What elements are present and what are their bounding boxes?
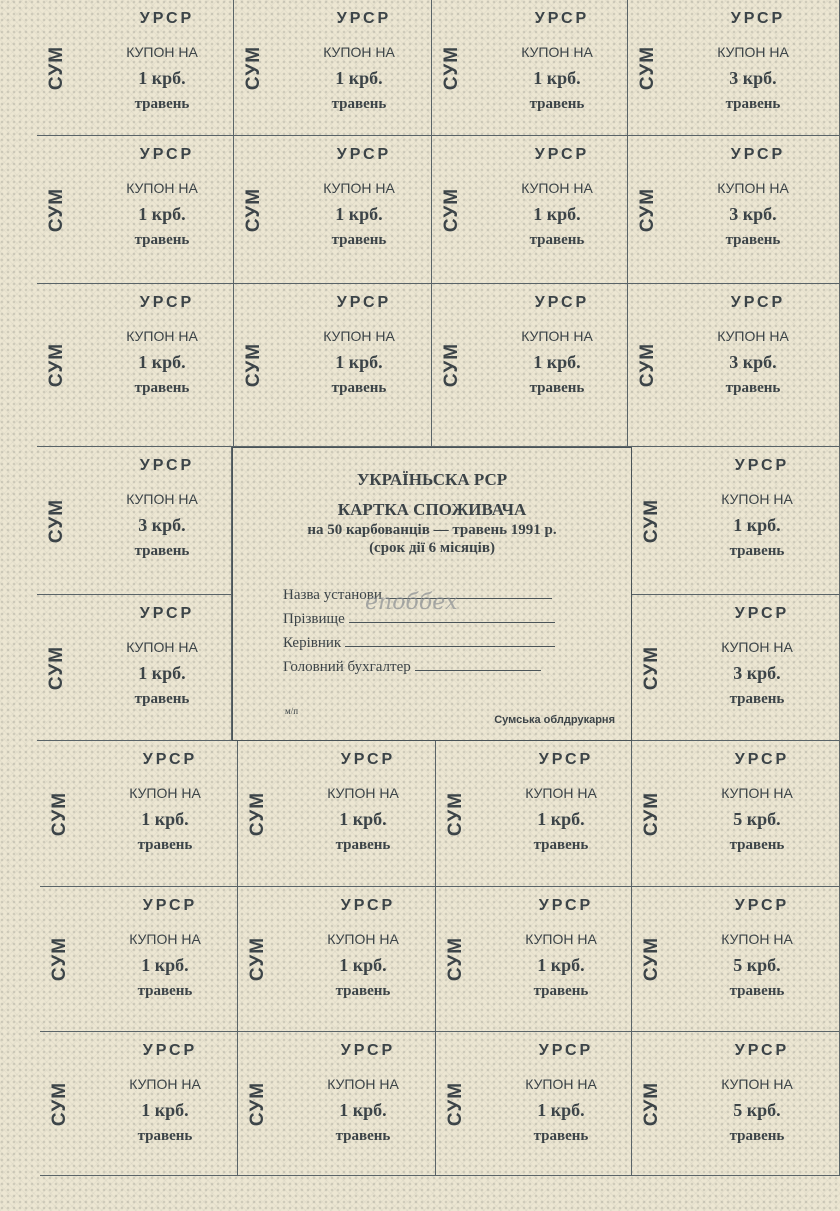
- coupon-side-label: СУМ: [445, 1081, 466, 1126]
- coupon-side-label: СУМ: [637, 342, 658, 388]
- coupon-value: 1 крб.: [533, 352, 581, 372]
- coupon-label: КУПОН НА: [721, 931, 793, 947]
- coupon-label: КУПОН НА: [126, 328, 198, 344]
- card-subtitle: КАРТКА СПОЖИВАЧА: [337, 500, 527, 519]
- coupon-header: УРСР: [734, 751, 790, 768]
- coupon-side-label: СУМ: [441, 187, 462, 232]
- coupon-month: травень: [331, 232, 387, 248]
- coupon-month: травень: [529, 232, 585, 248]
- coupon: [238, 1032, 436, 1176]
- coupon-header: УРСР: [336, 146, 392, 163]
- coupon-side-label: СУМ: [46, 498, 67, 543]
- coupon-month: травень: [725, 380, 781, 396]
- coupon-month: травень: [729, 691, 785, 707]
- coupon-header: УРСР: [734, 605, 790, 622]
- coupon-header: УРСР: [139, 605, 195, 622]
- field-accountant: [283, 656, 583, 676]
- coupon-side-label: СУМ: [46, 45, 67, 90]
- coupon-label: КУПОН НА: [721, 1076, 793, 1092]
- coupon-month: травень: [729, 1128, 785, 1144]
- coupon-value: 1 крб.: [138, 204, 186, 224]
- coupon-label: КУПОН НА: [525, 1076, 597, 1092]
- coupon-header: УРСР: [734, 897, 790, 914]
- coupon-month: травень: [137, 983, 193, 999]
- field-label: Керівник: [283, 635, 342, 651]
- coupon-month: травень: [729, 983, 785, 999]
- coupon-header: УРСР: [734, 457, 790, 474]
- coupon-header: УРСР: [336, 294, 392, 311]
- coupon: [632, 595, 840, 741]
- coupon: [628, 284, 840, 447]
- coupon-label: КУПОН НА: [126, 491, 198, 507]
- coupon-label: КУПОН НА: [126, 180, 198, 196]
- coupon-label: КУПОН НА: [323, 180, 395, 196]
- coupon-value: 5 крб.: [733, 1100, 781, 1120]
- coupon: [40, 741, 238, 887]
- coupon-side-label: СУМ: [641, 645, 662, 690]
- coupon-month: травень: [729, 543, 785, 559]
- coupon-header: УРСР: [734, 1042, 790, 1059]
- card-amount-line: на 50 карбованців — травень 1991 р.: [307, 522, 557, 538]
- coupon-label: КУПОН НА: [525, 785, 597, 801]
- coupon-month: травень: [134, 691, 190, 707]
- coupon-month: травень: [335, 837, 391, 853]
- coupon-header: УРСР: [340, 1042, 396, 1059]
- coupon-label: КУПОН НА: [129, 1076, 201, 1092]
- coupon-label: КУПОН НА: [721, 491, 793, 507]
- coupon-label: КУПОН НА: [327, 931, 399, 947]
- coupon-label: КУПОН НА: [721, 639, 793, 655]
- coupon-month: травень: [533, 837, 589, 853]
- coupon-side-label: СУМ: [49, 1081, 70, 1126]
- coupon-header: УРСР: [139, 146, 195, 163]
- coupon-label: КУПОН НА: [521, 44, 593, 60]
- coupon-header: УРСР: [534, 294, 590, 311]
- coupon-value: 1 крб.: [335, 68, 383, 88]
- coupon-header: УРСР: [142, 751, 198, 768]
- coupon: [632, 447, 840, 595]
- coupon: [632, 741, 840, 887]
- coupon-header: УРСР: [142, 897, 198, 914]
- card-validity: (срок дії 6 місяців): [369, 540, 495, 556]
- coupon-label: КУПОН НА: [327, 1076, 399, 1092]
- field-label: Назва установи: [283, 587, 382, 603]
- coupon-value: 1 крб.: [339, 955, 387, 975]
- coupon-side-label: СУМ: [247, 791, 268, 836]
- coupon: [37, 0, 234, 136]
- coupon-header: УРСР: [336, 10, 392, 27]
- coupon-value: 3 крб.: [729, 204, 777, 224]
- coupon: [632, 1032, 840, 1176]
- coupon-value: 1 крб.: [335, 204, 383, 224]
- coupon-label: КУПОН НА: [129, 931, 201, 947]
- coupon-header: УРСР: [139, 10, 195, 27]
- coupon-month: травень: [533, 983, 589, 999]
- coupon-label: КУПОН НА: [525, 931, 597, 947]
- coupon: [436, 887, 632, 1032]
- coupon-value: 1 крб.: [537, 955, 585, 975]
- coupon-value: 1 крб.: [141, 1100, 189, 1120]
- field-label: Головний бухгалтер: [283, 659, 411, 675]
- coupon-value: 1 крб.: [537, 809, 585, 829]
- coupon: [432, 0, 628, 136]
- coupon-side-label: СУМ: [637, 45, 658, 90]
- coupon: [628, 136, 840, 284]
- coupon-month: травень: [725, 96, 781, 112]
- coupon: [234, 0, 432, 136]
- coupon-month: травень: [529, 96, 585, 112]
- coupon-value: 1 крб.: [533, 68, 581, 88]
- coupon-label: КУПОН НА: [717, 328, 789, 344]
- coupon-month: травень: [725, 232, 781, 248]
- coupon-header: УРСР: [139, 294, 195, 311]
- coupon-label: КУПОН НА: [126, 44, 198, 60]
- coupon: [37, 595, 232, 741]
- coupon-value: 1 крб.: [138, 663, 186, 683]
- coupon-month: травень: [134, 543, 190, 559]
- coupon-header: УРСР: [142, 1042, 198, 1059]
- coupon-side-label: СУМ: [641, 498, 662, 543]
- coupon-month: травень: [134, 96, 190, 112]
- printer-credit: Сумська облдрукарня: [494, 714, 615, 726]
- coupon-label: КУПОН НА: [717, 44, 789, 60]
- coupon-side-label: СУМ: [445, 791, 466, 836]
- coupon-label: КУПОН НА: [323, 44, 395, 60]
- coupon-month: травень: [137, 837, 193, 853]
- coupon-month: травень: [335, 983, 391, 999]
- coupon-side-label: СУМ: [441, 342, 462, 388]
- coupon-side-label: СУМ: [445, 936, 466, 982]
- coupon-value: 3 крб.: [733, 663, 781, 683]
- coupon: [436, 1032, 632, 1176]
- field-label: Прізвище: [283, 611, 345, 627]
- coupon-header: УРСР: [534, 146, 590, 163]
- coupon-label: КУПОН НА: [521, 328, 593, 344]
- coupon-side-label: СУМ: [247, 1081, 268, 1126]
- signature-stamp: епоббех: [365, 590, 458, 615]
- coupon-side-label: СУМ: [641, 1081, 662, 1126]
- coupon: [37, 447, 232, 595]
- coupon-header: УРСР: [730, 146, 786, 163]
- coupon-label: КУПОН НА: [323, 328, 395, 344]
- coupon-value: 1 крб.: [138, 352, 186, 372]
- coupon-value: 3 крб.: [729, 352, 777, 372]
- coupon-value: 1 крб.: [335, 352, 383, 372]
- coupon: [432, 284, 628, 447]
- card-title: УКРАЇНЬСКА РСР: [356, 470, 508, 489]
- coupon-month: травень: [335, 1128, 391, 1144]
- coupon: [37, 136, 234, 284]
- coupon-label: КУПОН НА: [327, 785, 399, 801]
- coupon-header: УРСР: [538, 751, 594, 768]
- coupon-value: 1 крб.: [138, 68, 186, 88]
- coupon-month: травень: [529, 380, 585, 396]
- coupon: [234, 136, 432, 284]
- coupon: [628, 0, 840, 136]
- coupon-label: КУПОН НА: [129, 785, 201, 801]
- coupon-month: травень: [331, 380, 387, 396]
- coupon-header: УРСР: [139, 457, 195, 474]
- coupon: [432, 136, 628, 284]
- coupon: [234, 284, 432, 447]
- coupon: [238, 741, 436, 887]
- coupon-value: 1 крб.: [733, 515, 781, 535]
- coupon-label: КУПОН НА: [717, 180, 789, 196]
- coupon-header: УРСР: [730, 10, 786, 27]
- coupon-side-label: СУМ: [46, 645, 67, 690]
- coupon-side-label: СУМ: [243, 45, 264, 90]
- coupon-side-label: СУМ: [641, 791, 662, 836]
- coupon-side-label: СУМ: [247, 936, 268, 982]
- coupon-header: УРСР: [340, 897, 396, 914]
- coupon-side-label: СУМ: [441, 45, 462, 90]
- coupon-value: 3 крб.: [729, 68, 777, 88]
- coupon-month: травень: [533, 1128, 589, 1144]
- coupon-label: КУПОН НА: [126, 639, 198, 655]
- coupon-month: травень: [134, 380, 190, 396]
- coupon-side-label: СУМ: [49, 791, 70, 836]
- coupon-value: 1 крб.: [339, 809, 387, 829]
- coupon-header: УРСР: [340, 751, 396, 768]
- coupon-header: УРСР: [534, 10, 590, 27]
- coupon-value: 1 крб.: [537, 1100, 585, 1120]
- coupon-header: УРСР: [538, 897, 594, 914]
- coupon-value: 1 крб.: [533, 204, 581, 224]
- coupon: [37, 284, 234, 447]
- coupon-value: 1 крб.: [339, 1100, 387, 1120]
- coupon-side-label: СУМ: [641, 936, 662, 982]
- coupon-label: КУПОН НА: [721, 785, 793, 801]
- coupon-side-label: СУМ: [46, 187, 67, 232]
- coupon-side-label: СУМ: [46, 342, 67, 388]
- coupon-value: 1 крб.: [141, 955, 189, 975]
- coupon-value: 3 крб.: [138, 515, 186, 535]
- coupon: [40, 887, 238, 1032]
- coupon-side-label: СУМ: [49, 936, 70, 982]
- coupon: [40, 1032, 238, 1176]
- coupon-side-label: СУМ: [243, 342, 264, 388]
- coupon-header: УРСР: [730, 294, 786, 311]
- consumer-card: [232, 447, 632, 741]
- coupon-month: травень: [331, 96, 387, 112]
- coupon-month: травень: [729, 837, 785, 853]
- coupon: [436, 741, 632, 887]
- coupon-header: УРСР: [538, 1042, 594, 1059]
- coupon-value: 5 крб.: [733, 955, 781, 975]
- coupon-value: 5 крб.: [733, 809, 781, 829]
- coupon: [238, 887, 436, 1032]
- field-manager: [283, 632, 583, 652]
- coupon: [632, 887, 840, 1032]
- coupon-month: травень: [137, 1128, 193, 1144]
- coupon-label: КУПОН НА: [521, 180, 593, 196]
- seal-place-mark: м/п: [285, 706, 299, 716]
- coupon-side-label: СУМ: [243, 187, 264, 232]
- coupon-side-label: СУМ: [637, 187, 658, 232]
- coupon-value: 1 крб.: [141, 809, 189, 829]
- coupon-month: травень: [134, 232, 190, 248]
